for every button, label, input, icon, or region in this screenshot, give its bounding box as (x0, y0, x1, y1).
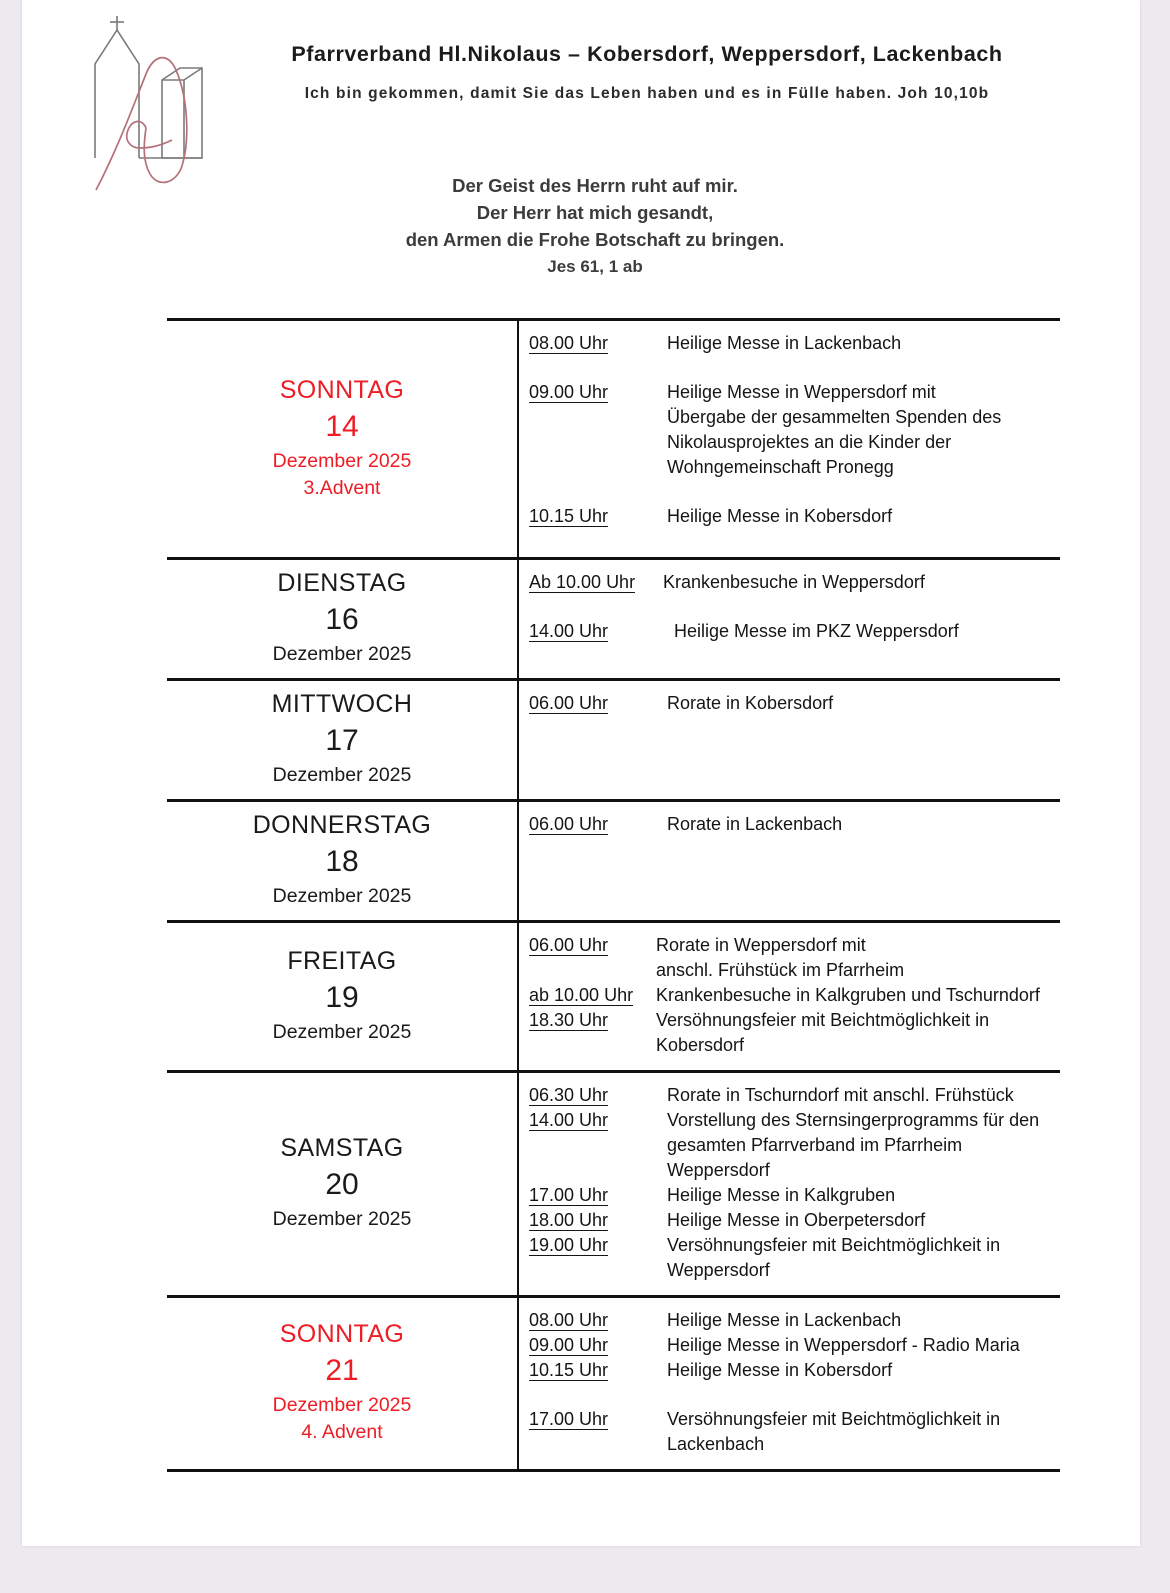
event-description: Rorate in Lackenbach (667, 814, 843, 834)
day-month: Dezember 2025 (272, 764, 412, 786)
event-item (529, 983, 1052, 1008)
day-month: Dezember 2025 (272, 1208, 412, 1230)
day-name: MITTWOCH (271, 690, 413, 718)
event-description: Heilige Messe in Kalkgruben (667, 1185, 896, 1205)
day-cell (167, 321, 519, 557)
events-cell (519, 923, 1060, 1070)
event-description: Weppersdorf (667, 1260, 770, 1280)
service-schedule-table (167, 318, 1060, 1472)
event-description: Rorate in Kobersdorf (667, 693, 834, 713)
event-item (529, 380, 1052, 405)
day-name: SAMSTAG (280, 1134, 404, 1162)
day-month: Dezember 2025 (272, 1020, 412, 1043)
event-item (529, 455, 1052, 480)
scripture-reference: Jes 61, 1 ab (547, 257, 643, 276)
event-description: Heilige Messe in Weppersdorf - Radio Maria (667, 1335, 1020, 1355)
events-cell (519, 681, 1060, 799)
event-time: 08.00 Uhr (529, 1310, 609, 1330)
event-description: Nikolausprojektes an die Kinder der (667, 432, 952, 452)
event-description: Krankenbesuche in Weppersdorf (663, 572, 925, 592)
event-description: Heilige Messe in Lackenbach (667, 1310, 902, 1330)
table-row (167, 681, 1060, 802)
event-description: Krankenbesuche in Kalkgruben und Tschurndorf (656, 985, 1040, 1005)
day-cell (167, 560, 519, 678)
day-name: SONNTAG (279, 375, 405, 404)
day-month: Dezember 2025 (272, 643, 412, 665)
event-item (529, 570, 1052, 595)
event-description: Heilige Messe in Weppersdorf mit (667, 382, 936, 402)
event-item (529, 1333, 1052, 1358)
event-item (529, 1407, 1052, 1432)
spacer (529, 595, 1052, 619)
day-cell (167, 802, 519, 920)
page-subtitle: Ich bin gekommen, damit Sie das Leben haben und es in Fülle haben. Joh 10,10b (304, 85, 990, 102)
event-description: Heilige Messe in Kobersdorf (667, 506, 893, 526)
event-item (529, 405, 1052, 430)
event-item (529, 1008, 1052, 1033)
event-time: 06.30 Uhr (529, 1085, 609, 1105)
day-cell (167, 923, 519, 1070)
event-item (529, 958, 1052, 983)
day-cell (167, 681, 519, 799)
event-item (529, 1233, 1052, 1258)
event-description: Kobersdorf (656, 1035, 745, 1055)
event-time: 14.00 Uhr (529, 621, 609, 641)
day-number: 21 (325, 1354, 359, 1387)
event-item (529, 1183, 1052, 1208)
event-time: ab 10.00 Uhr (529, 985, 634, 1005)
event-item (529, 1258, 1052, 1283)
scripture-quote (175, 172, 1015, 280)
event-item (529, 1158, 1052, 1183)
event-item (529, 1208, 1052, 1233)
table-row (167, 560, 1060, 681)
event-time: 17.00 Uhr (529, 1409, 609, 1429)
event-time: 19.00 Uhr (529, 1235, 609, 1255)
spacer (529, 356, 1052, 380)
table-row (167, 802, 1060, 923)
events-cell (519, 560, 1060, 678)
spacer (529, 529, 1052, 545)
event-item (529, 812, 1052, 837)
event-description: Rorate in Tschurndorf mit anschl. Frühstück (667, 1085, 1014, 1105)
event-description: Heilige Messe in Lackenbach (667, 333, 902, 353)
day-number: 17 (325, 724, 359, 757)
day-number: 20 (325, 1168, 359, 1201)
day-cell (167, 1073, 519, 1295)
day-note: 4. Advent (301, 1421, 383, 1443)
table-row (167, 321, 1060, 560)
event-time: 18.00 Uhr (529, 1210, 609, 1230)
event-time: 17.00 Uhr (529, 1185, 609, 1205)
event-item (529, 430, 1052, 455)
day-number: 14 (325, 409, 359, 443)
event-item (529, 691, 1052, 716)
event-item (529, 1432, 1052, 1457)
event-item (529, 331, 1052, 356)
event-item (529, 1358, 1052, 1383)
day-note: 3.Advent (303, 476, 381, 499)
table-row (167, 1298, 1060, 1472)
event-description: Übergabe der gesammelten Spenden des (667, 407, 1002, 427)
scripture-line-3: den Armen die Frohe Botschaft zu bringen. (405, 229, 785, 250)
event-description: Lackenbach (667, 1434, 765, 1454)
day-name: DIENSTAG (277, 569, 407, 597)
event-item (529, 619, 1052, 644)
event-time: 08.00 Uhr (529, 333, 609, 353)
event-description: Heilige Messe in Oberpetersdorf (667, 1210, 926, 1230)
event-item (529, 504, 1052, 529)
event-description: Weppersdorf (667, 1160, 770, 1180)
day-month: Dezember 2025 (272, 1394, 412, 1416)
event-time: 14.00 Uhr (529, 1110, 609, 1130)
document-header (22, 0, 1140, 200)
event-time: 06.00 Uhr (529, 693, 609, 713)
events-cell (519, 1298, 1060, 1469)
day-cell (167, 1298, 519, 1469)
event-description: Heilige Messe im PKZ Weppersdorf (674, 621, 959, 641)
day-number: 18 (325, 845, 359, 878)
day-month: Dezember 2025 (272, 449, 412, 472)
events-cell (519, 802, 1060, 920)
event-time: 10.15 Uhr (529, 506, 609, 526)
event-description: gesamten Pfarrverband im Pfarrheim (667, 1135, 963, 1155)
event-time: 10.15 Uhr (529, 1360, 609, 1380)
event-time: 06.00 Uhr (529, 814, 609, 834)
day-name: SONNTAG (279, 1320, 405, 1348)
day-number: 16 (325, 603, 359, 636)
event-description: Rorate in Weppersdorf mit (656, 935, 866, 955)
event-description: Versöhnungsfeier mit Beichtmöglichkeit in (667, 1409, 1001, 1429)
event-description: Versöhnungsfeier mit Beichtmöglichkeit in (667, 1235, 1001, 1255)
document-page (22, 0, 1140, 1546)
events-cell (519, 321, 1060, 557)
event-item (529, 1133, 1052, 1158)
event-time: 06.00 Uhr (529, 935, 609, 955)
day-number: 19 (325, 980, 359, 1014)
event-description: Versöhnungsfeier mit Beichtmöglichkeit in (656, 1010, 990, 1030)
day-month: Dezember 2025 (272, 885, 412, 907)
day-name: DONNERSTAG (252, 811, 432, 839)
scripture-line-2: Der Herr hat mich gesandt, (476, 202, 714, 223)
page-title: Pfarrverband Hl.Nikolaus – Kobersdorf, Weppersdorf, Lackenbach (291, 42, 1003, 66)
event-description: Heilige Messe in Kobersdorf (667, 1360, 893, 1380)
event-description: anschl. Frühstück im Pfarrheim (656, 960, 905, 980)
event-time: 18.30 Uhr (529, 1010, 609, 1030)
spacer (529, 480, 1052, 504)
event-description: Vorstellung des Sternsingerprogramms für den (667, 1110, 1040, 1130)
event-item (529, 1083, 1052, 1108)
events-cell (519, 1073, 1060, 1295)
event-item (529, 933, 1052, 958)
spacer (529, 1383, 1052, 1407)
day-name: FREITAG (287, 946, 397, 975)
table-row (167, 1073, 1060, 1298)
event-item (529, 1308, 1052, 1333)
event-item (529, 1108, 1052, 1133)
scripture-line-1: Der Geist des Herrn ruht auf mir. (452, 175, 738, 196)
event-time: 09.00 Uhr (529, 1335, 609, 1355)
table-row (167, 923, 1060, 1073)
event-time: Ab 10.00 Uhr (529, 572, 636, 592)
event-time: 09.00 Uhr (529, 382, 609, 402)
event-description: Wohngemeinschaft Pronegg (667, 457, 894, 477)
event-item (529, 1033, 1052, 1058)
